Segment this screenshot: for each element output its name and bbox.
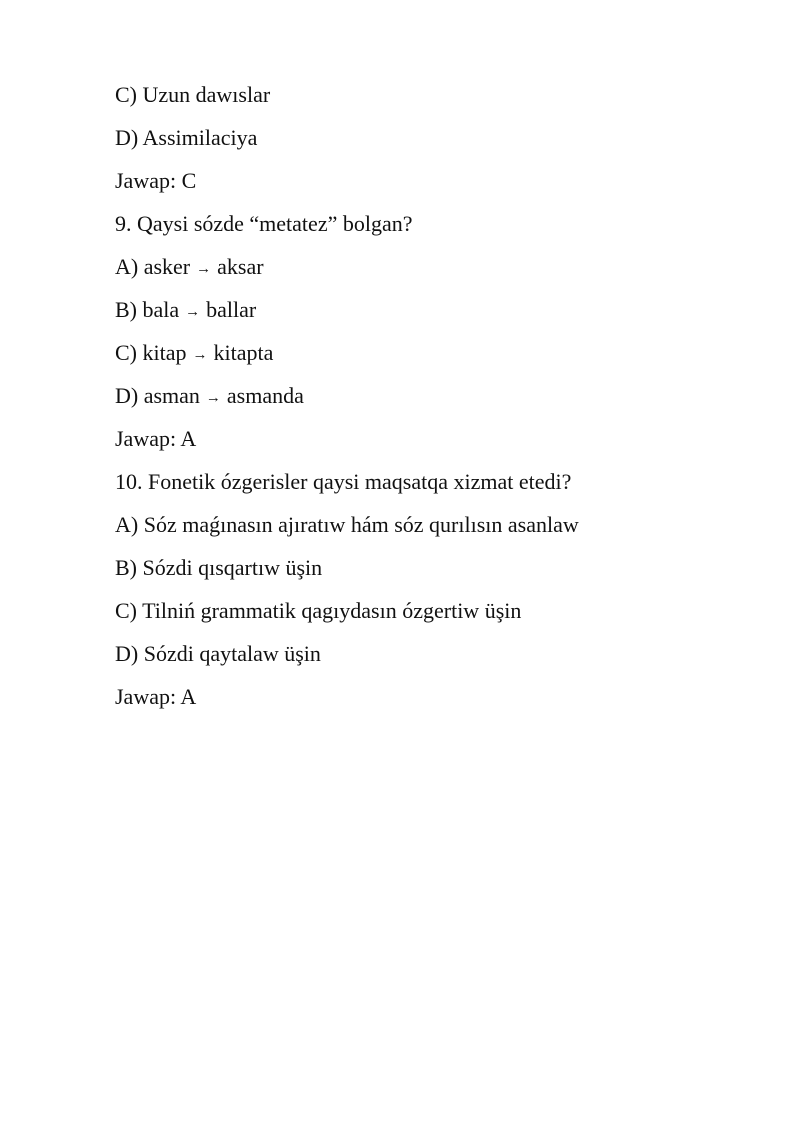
question-10-option-b: B) Sózdi qısqartıw üşin	[115, 555, 323, 580]
arrow-right-icon: →	[185, 304, 201, 320]
option-text: B) bala	[115, 297, 180, 322]
option-d-line: D) Assimilaciya	[115, 125, 258, 150]
question-9: 9. Qaysi sózde “metatez” bolgan?	[115, 211, 413, 236]
option-text: D) asman	[115, 383, 200, 408]
answer-line: Jawap: C	[115, 168, 197, 193]
option-c-line: C) Uzun dawıslar	[115, 82, 271, 107]
option-text: ballar	[206, 297, 257, 322]
option-text: asmanda	[226, 383, 304, 408]
question-9-option-d	[115, 374, 755, 417]
option-text: A) asker	[115, 254, 191, 279]
question-10: 10. Fonetik ózgerisler qaysi maqsatqa xizmat etedi?	[115, 469, 572, 494]
question-10-option-c: C) Tilniń grammatik qagıydasın ózgertiw üşin	[115, 598, 522, 623]
question-10-answer: Jawap: A	[115, 684, 197, 709]
question-9-option-b	[115, 288, 755, 331]
question-10-option-a: A) Sóz maǵınasın ajıratıw hám sóz qurılısın asanlaw	[115, 512, 579, 537]
question-10-option-d: D) Sózdi qaytalaw üşin	[115, 641, 321, 666]
arrow-right-icon: →	[192, 347, 208, 363]
option-text: C) kitap	[115, 340, 187, 365]
question-9-answer: Jawap: A	[115, 426, 197, 451]
arrow-right-icon: →	[205, 390, 221, 406]
question-9-option-a	[115, 245, 755, 288]
question-9-option-c	[115, 331, 755, 374]
arrow-right-icon: →	[196, 261, 212, 277]
document-page	[115, 73, 755, 718]
option-text: kitapta	[213, 340, 274, 365]
option-text: aksar	[217, 254, 264, 279]
